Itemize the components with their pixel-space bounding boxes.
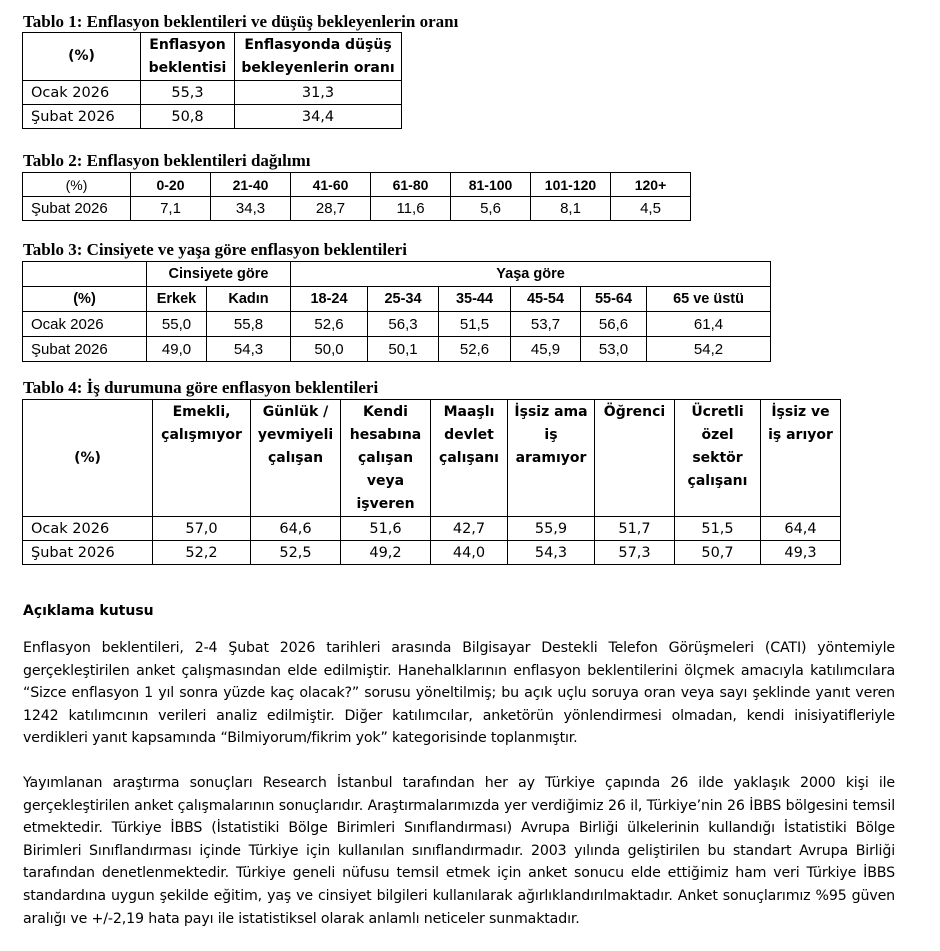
table3-header-row bbox=[23, 287, 771, 312]
table-cell: 52,6 bbox=[291, 312, 368, 337]
table4-header: Öğrenci bbox=[595, 400, 675, 517]
table2-header: 81-100 bbox=[451, 173, 531, 197]
table-cell: 55,8 bbox=[207, 312, 291, 337]
table-cell: 49,3 bbox=[761, 541, 841, 565]
table3-title: Tablo 3: Cinsiyete ve yaşa göre enflasyon beklentileri bbox=[23, 240, 407, 259]
table-cell: 4,5 bbox=[611, 197, 691, 221]
explanation-heading: Açıklama kutusu bbox=[23, 603, 154, 619]
table2-title: Tablo 2: Enflasyon beklentileri dağılımı bbox=[23, 151, 311, 170]
table-cell: 55,9 bbox=[508, 517, 595, 541]
table-cell: 52,2 bbox=[153, 541, 251, 565]
table-row bbox=[23, 197, 691, 221]
table3-header: Kadın bbox=[207, 287, 291, 312]
table-cell: 50,1 bbox=[368, 337, 439, 362]
table-cell: 64,4 bbox=[761, 517, 841, 541]
table1-header: Enflasyonda düşüş bekleyenlerin oranı bbox=[235, 33, 402, 81]
table4-header: İşsiz ama iş aramıyor bbox=[508, 400, 595, 517]
table-cell: 28,7 bbox=[291, 197, 371, 221]
table-cell: 53,0 bbox=[581, 337, 647, 362]
table-cell: 56,3 bbox=[368, 312, 439, 337]
table-cell: 51,5 bbox=[439, 312, 511, 337]
table-cell: 42,7 bbox=[431, 517, 508, 541]
table-cell: 34,4 bbox=[235, 105, 402, 129]
table3 bbox=[22, 261, 771, 362]
explanation-paragraph: Enflasyon beklentileri, 2-4 Şubat 2026 tarihleri arasında Bilgisayar Destekli Telefon Görüşmeleri (CATI) yöntemiyle gerçekleştirilen anket çalışmasından elde edilmiştir. Hanehalklarının enflasyon beklentilerini ölçmek amacıyla katılımcılara “Sizce enflasyon 1 yıl sonra yüzde kaç olacak?” sorusu yöneltilmiş; bu açık uçlu soruya oran veya sayı şeklinde yanıt veren 1242 katılımcının verileri analiz edilmiştir. Diğer katılımcılar, anketörün yönlendirmesi olmadan, kendi inisiyatifleriyle verdikleri yanıt kapsamında “Bilmiyorum/fikrim yok” kategorisinde toplanmıştır. bbox=[23, 640, 895, 747]
table4-header: İşsiz ve iş arıyor bbox=[761, 400, 841, 517]
table4-header: Ücretli özel sektör çalışanı bbox=[675, 400, 761, 517]
table-cell: 7,1 bbox=[131, 197, 211, 221]
table-cell: 44,0 bbox=[431, 541, 508, 565]
table2-header: 21-40 bbox=[211, 173, 291, 197]
table-cell: 61,4 bbox=[647, 312, 771, 337]
table-cell: 51,7 bbox=[595, 517, 675, 541]
row-label: Ocak 2026 bbox=[23, 312, 147, 337]
table-cell: 8,1 bbox=[531, 197, 611, 221]
table-cell: 49,0 bbox=[147, 337, 207, 362]
table1-header: Enflasyon beklentisi bbox=[141, 33, 235, 81]
table3-header: 35-44 bbox=[439, 287, 511, 312]
table-cell: 54,3 bbox=[508, 541, 595, 565]
table-row bbox=[23, 105, 402, 129]
table-cell: 34,3 bbox=[211, 197, 291, 221]
table3-header: Erkek bbox=[147, 287, 207, 312]
table2-header: 0-20 bbox=[131, 173, 211, 197]
group-header-age: Yaşa göre bbox=[291, 262, 771, 287]
table3-header: 45-54 bbox=[511, 287, 581, 312]
table3-header: 18-24 bbox=[291, 287, 368, 312]
table-cell: 11,6 bbox=[371, 197, 451, 221]
explanation-paragraph: Yayımlanan araştırma sonuçları Research İstanbul tarafından her ay Türkiye çapında 26 ilde yaklaşık 2000 kişi ile gerçekleştirilen anket çalışmalarının sonuçlarıdır. Araştırmalarımızda yer verdiğimiz 26 il, Türkiye’nin 26 İBBS bölgesini temsil etmektedir. Türkiye İBBS (İstatistiki Bölge Birimleri Sınıflandırması) Avrupa Birliği ülkelerinin kullandığı İstatistiki Bölge Birimleri Sınıflandırması içinde Türkiye için kullanılan sınıflandırmadır. 2003 yılında geliştirilen bu standart Avrupa Birliği tarafından denetlenmektedir. Türkiye geneli nüfusu temsil etmek için anket sonucu elde ettiğimiz ham veri Türkiye İBBS standardına uygun şekilde eğitim, yaş ve cinsiyet bilgileri kullanılarak ağırlıklandırılmaktadır. Anket sonuçlarımız %95 güven aralığı ve +/-2,19 hata payı ile istatistiksel olarak anlamlı neticeler sunmaktadır. bbox=[23, 775, 895, 927]
table2-header: 41-60 bbox=[291, 173, 371, 197]
table4-header: Günlük / yevmiyeli çalışan bbox=[251, 400, 341, 517]
table-cell: 55,3 bbox=[141, 81, 235, 105]
table4-header: Emekli, çalışmıyor bbox=[153, 400, 251, 517]
row-label: Şubat 2026 bbox=[23, 541, 153, 565]
table1-header: (%) bbox=[23, 33, 141, 81]
row-label: Ocak 2026 bbox=[23, 81, 141, 105]
table-cell: 64,6 bbox=[251, 517, 341, 541]
table-cell: 57,3 bbox=[595, 541, 675, 565]
table-row bbox=[23, 541, 841, 565]
table-cell: 55,0 bbox=[147, 312, 207, 337]
table3-header: 65 ve üstü bbox=[647, 287, 771, 312]
table-cell: 54,3 bbox=[207, 337, 291, 362]
table4 bbox=[22, 399, 841, 565]
table3-group-header-row bbox=[23, 262, 771, 287]
table3-empty-corner bbox=[23, 262, 147, 287]
table-cell: 49,2 bbox=[341, 541, 431, 565]
table2-header: 101-120 bbox=[531, 173, 611, 197]
table2-header: 120+ bbox=[611, 173, 691, 197]
table3-header: 55-64 bbox=[581, 287, 647, 312]
table-cell: 31,3 bbox=[235, 81, 402, 105]
table-cell: 45,9 bbox=[511, 337, 581, 362]
table-cell: 57,0 bbox=[153, 517, 251, 541]
table4-header-row bbox=[23, 400, 841, 517]
table4-header: Kendi hesabına çalışan veya işveren bbox=[341, 400, 431, 517]
table-cell: 50,7 bbox=[675, 541, 761, 565]
row-label: Şubat 2026 bbox=[23, 197, 131, 221]
table-cell: 51,6 bbox=[341, 517, 431, 541]
table1-title: Tablo 1: Enflasyon beklentileri ve düşüş bekleyenlerin oranı bbox=[23, 12, 459, 31]
row-label: Şubat 2026 bbox=[23, 105, 141, 129]
row-label: Şubat 2026 bbox=[23, 337, 147, 362]
table-cell: 56,6 bbox=[581, 312, 647, 337]
table3-header: (%) bbox=[23, 287, 147, 312]
table-cell: 52,6 bbox=[439, 337, 511, 362]
table-cell: 52,5 bbox=[251, 541, 341, 565]
table4-title: Tablo 4: İş durumuna göre enflasyon beklentileri bbox=[23, 378, 379, 397]
table2-header: (%) bbox=[23, 173, 131, 197]
table-row bbox=[23, 337, 771, 362]
table2 bbox=[22, 172, 691, 221]
table3-header: 25-34 bbox=[368, 287, 439, 312]
table-cell: 50,8 bbox=[141, 105, 235, 129]
table-cell: 54,2 bbox=[647, 337, 771, 362]
table4-header: (%) bbox=[23, 400, 153, 517]
table-cell: 5,6 bbox=[451, 197, 531, 221]
table-row bbox=[23, 81, 402, 105]
table1-header-row bbox=[23, 33, 402, 81]
table-cell: 51,5 bbox=[675, 517, 761, 541]
group-header-gender: Cinsiyete göre bbox=[147, 262, 291, 287]
table1 bbox=[22, 32, 402, 129]
table-row bbox=[23, 312, 771, 337]
table2-header-row bbox=[23, 173, 691, 197]
table4-header: Maaşlı devlet çalışanı bbox=[431, 400, 508, 517]
table-row bbox=[23, 517, 841, 541]
table2-header: 61-80 bbox=[371, 173, 451, 197]
table-cell: 53,7 bbox=[511, 312, 581, 337]
row-label: Ocak 2026 bbox=[23, 517, 153, 541]
table-cell: 50,0 bbox=[291, 337, 368, 362]
